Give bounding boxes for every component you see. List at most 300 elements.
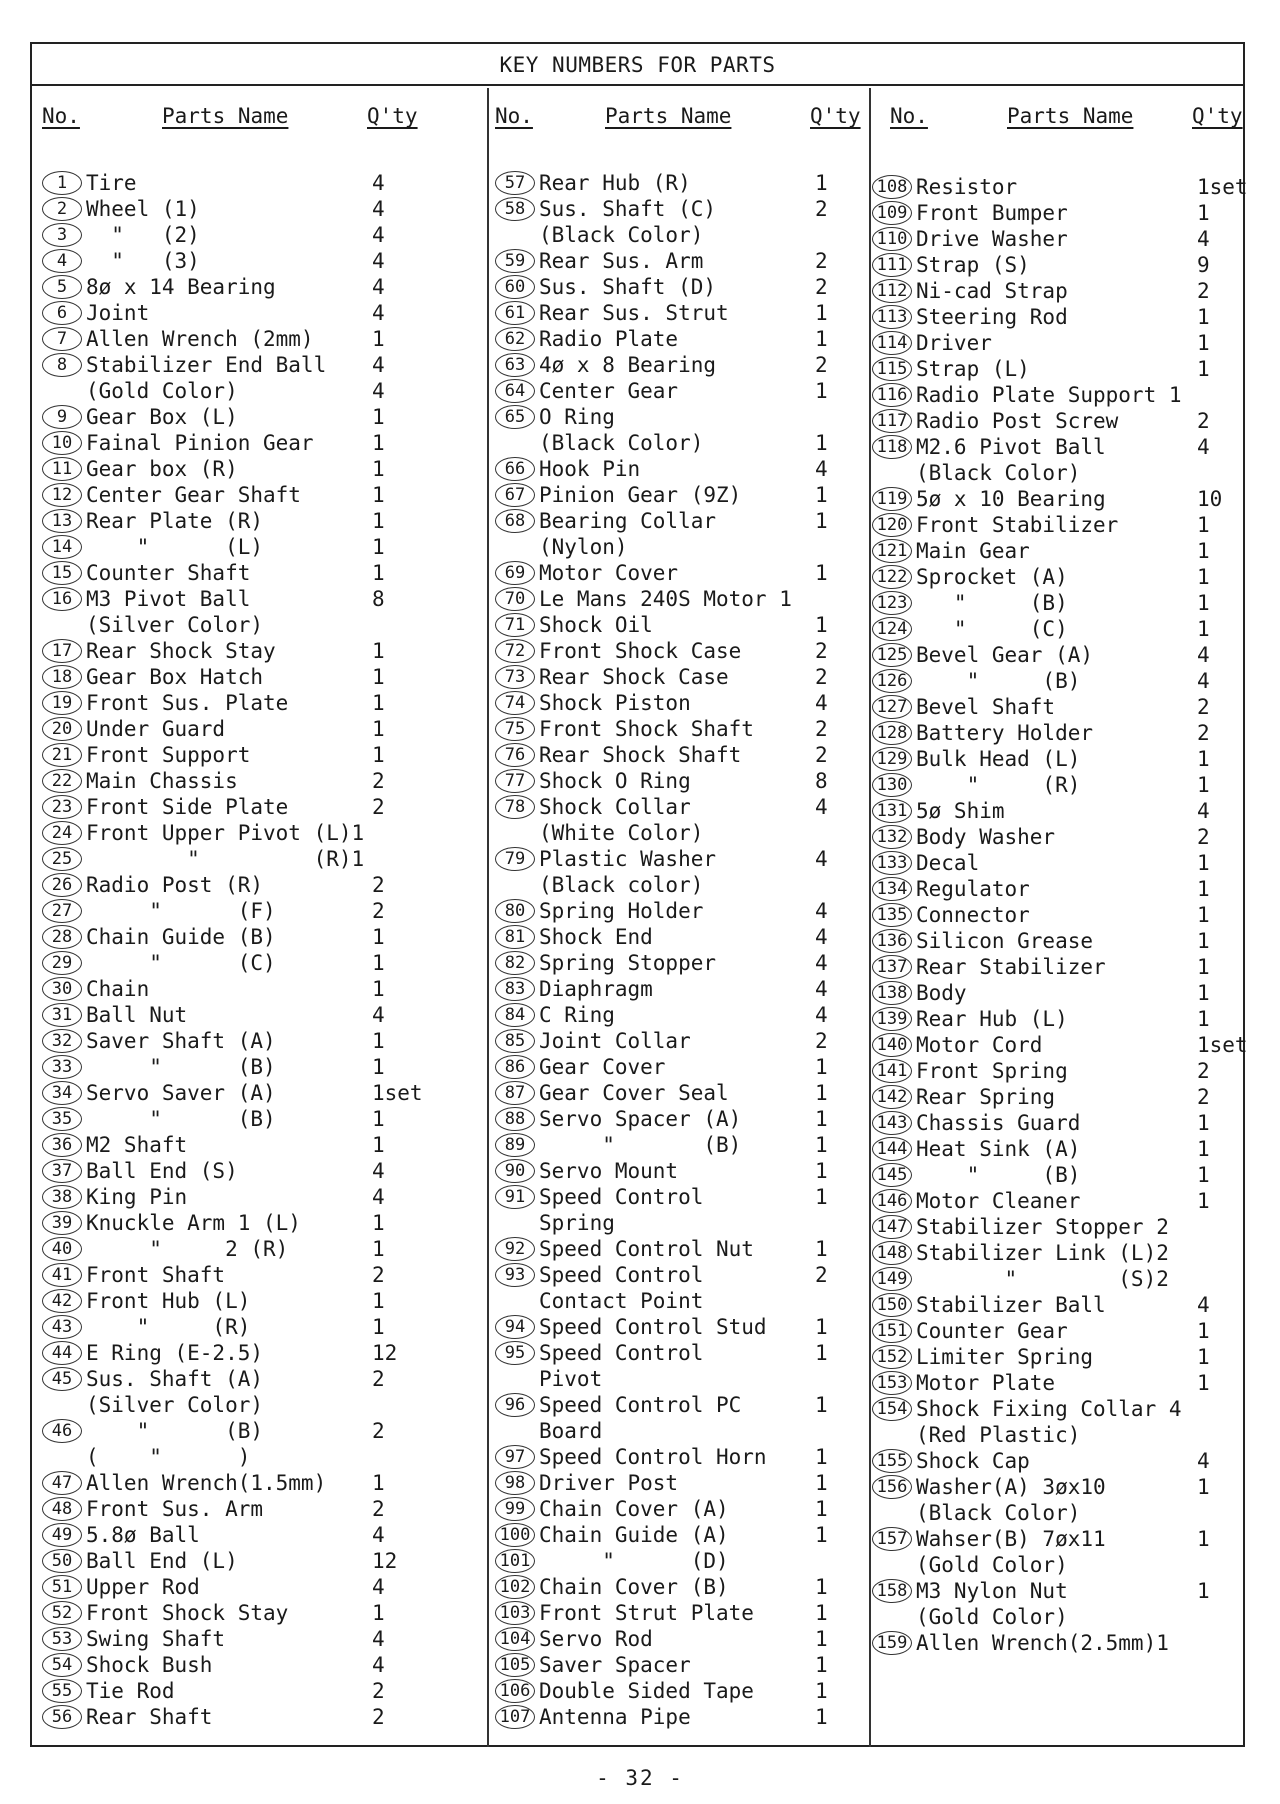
part-qty: 1: [372, 925, 385, 949]
part-qty: 1: [815, 1627, 828, 1651]
part-qty: 2: [372, 769, 385, 793]
part-row: [42, 586, 482, 612]
part-number: 92: [495, 1237, 535, 1261]
part-qty: 2: [815, 717, 828, 741]
part-row: [495, 1548, 870, 1574]
part-row: [42, 664, 482, 690]
part-row: [495, 430, 870, 456]
part-qty: 1: [815, 1081, 828, 1105]
part-qty: 4: [815, 847, 828, 871]
part-row: [495, 1600, 870, 1626]
part-qty: 1: [1197, 773, 1210, 797]
part-name: Rear Hub (L): [916, 1007, 1068, 1031]
part-name: Chain Guide (A): [539, 1523, 729, 1547]
part-number: 82: [495, 951, 535, 975]
part-qty: 1: [372, 1107, 385, 1131]
part-name: Center Gear Shaft: [86, 483, 301, 507]
part-row: [872, 512, 1244, 538]
part-number: 47: [42, 1471, 82, 1495]
part-row: [42, 248, 482, 274]
part-number: 4: [42, 249, 82, 273]
part-row: [42, 898, 482, 924]
part-number: 131: [872, 799, 912, 823]
part-name: " (2): [86, 223, 200, 247]
part-number: 25: [42, 847, 82, 871]
part-number: 117: [872, 409, 912, 433]
part-number: 24: [42, 821, 82, 845]
part-number: 157: [872, 1527, 912, 1551]
part-name: Stabilizer End Ball: [86, 353, 327, 377]
part-row: [872, 694, 1244, 720]
part-row: [872, 564, 1244, 590]
part-name: Battery Holder: [916, 721, 1094, 745]
part-number: 88: [495, 1107, 535, 1131]
part-name: Wahser(B) 7øx11: [916, 1527, 1106, 1551]
part-number: 53: [42, 1627, 82, 1651]
part-name: " 2 (R): [86, 1237, 289, 1261]
part-number: [495, 1211, 533, 1233]
part-name: Speed Control PC: [539, 1393, 742, 1417]
part-number: 62: [495, 327, 535, 351]
part-row: [495, 716, 870, 742]
part-row: [495, 170, 870, 196]
part-qty: 4: [1197, 643, 1210, 667]
part-row: [42, 1522, 482, 1548]
part-number: 90: [495, 1159, 535, 1183]
part-row: [495, 1184, 870, 1210]
part-row: [42, 872, 482, 898]
part-qty: 1: [1197, 929, 1210, 953]
part-number: [872, 1553, 910, 1575]
part-name: Resistor: [916, 175, 1018, 199]
part-row: [872, 928, 1244, 954]
part-row: [495, 976, 870, 1002]
part-qty: 1: [815, 1497, 828, 1521]
part-name: Shock Cap: [916, 1449, 1030, 1473]
part-number: [872, 461, 910, 483]
part-qty: 2: [815, 639, 828, 663]
part-name: Tire: [86, 171, 137, 195]
part-row: [42, 1002, 482, 1028]
part-name: Chassis Guard: [916, 1111, 1081, 1135]
part-qty: 1: [815, 1107, 828, 1131]
part-number: 2: [42, 197, 82, 221]
part-number: 104: [495, 1627, 535, 1651]
part-number: 3: [42, 223, 82, 247]
part-qty: 1: [815, 1393, 828, 1417]
part-qty: 4: [815, 899, 828, 923]
part-name: 5ø x 10 Bearing: [916, 487, 1106, 511]
part-qty: 2: [372, 1419, 385, 1443]
part-name: M2 Shaft: [86, 1133, 188, 1157]
part-number: 112: [872, 279, 912, 303]
part-number: 102: [495, 1575, 535, 1599]
part-number: 7: [42, 327, 82, 351]
part-qty: 4: [372, 249, 385, 273]
part-row: [495, 1132, 870, 1158]
part-qty: 4: [1197, 799, 1210, 823]
part-name: Speed Control Stud: [539, 1315, 767, 1339]
part-row: [42, 794, 482, 820]
part-qty: 1: [1197, 981, 1210, 1005]
part-qty: 2: [815, 1263, 828, 1287]
part-number: 110: [872, 227, 912, 251]
part-name: Radio Post Screw: [916, 409, 1119, 433]
part-qty: 2: [815, 665, 828, 689]
part-number: 143: [872, 1111, 912, 1135]
parts-column-3: [872, 88, 1248, 1743]
part-row: [495, 664, 870, 690]
part-name: Main Gear: [916, 539, 1030, 563]
table-title: KEY NUMBERS FOR PARTS: [32, 44, 1243, 86]
part-number: 158: [872, 1579, 912, 1603]
part-row: [495, 586, 870, 612]
part-qty: 4: [815, 795, 828, 819]
part-number: 29: [42, 951, 82, 975]
part-row: [872, 668, 1244, 694]
part-number: 14: [42, 535, 82, 559]
part-name: Shock Collar: [539, 795, 691, 819]
part-qty: 1: [372, 1133, 385, 1157]
part-number: 79: [495, 847, 535, 871]
part-row: [872, 616, 1244, 642]
part-number: 111: [872, 253, 912, 277]
part-number: 41: [42, 1263, 82, 1287]
part-qty: 1: [372, 1055, 385, 1079]
part-number: 156: [872, 1475, 912, 1499]
part-name: Bevel Gear (A): [916, 643, 1094, 667]
part-name: Spring: [539, 1211, 615, 1235]
part-number: 59: [495, 249, 535, 273]
part-number: 145: [872, 1163, 912, 1187]
part-number: 97: [495, 1445, 535, 1469]
part-number: 125: [872, 643, 912, 667]
part-qty: 1: [1197, 1189, 1210, 1213]
part-row: [495, 1236, 870, 1262]
part-name: Gear Cover Seal: [539, 1081, 729, 1105]
part-row: [495, 1574, 870, 1600]
part-number: 87: [495, 1081, 535, 1105]
part-name: Servo Rod: [539, 1627, 653, 1651]
part-row: [42, 1028, 482, 1054]
part-number: [42, 1393, 80, 1415]
part-qty: 1: [815, 1471, 828, 1495]
part-number: 10: [42, 431, 82, 455]
part-number: 140: [872, 1033, 912, 1057]
part-qty: 1: [372, 483, 385, 507]
part-name: (Red Plastic): [916, 1423, 1081, 1447]
part-qty: 12: [372, 1549, 398, 1573]
part-number: 95: [495, 1341, 535, 1365]
part-qty: 1: [1197, 1527, 1210, 1551]
part-name: " (B): [86, 1107, 276, 1131]
part-qty: 1: [372, 665, 385, 689]
part-name: Joint Collar: [539, 1029, 691, 1053]
part-name: Allen Wrench(2.5mm)1: [916, 1631, 1169, 1655]
part-name: Radio Post (R): [86, 873, 264, 897]
part-qty: 1: [372, 743, 385, 767]
part-name: Rear Shock Shaft: [539, 743, 742, 767]
part-name: Speed Control: [539, 1341, 704, 1365]
part-qty: 4: [372, 1653, 385, 1677]
header-no: No.: [495, 104, 533, 128]
part-name: (Black Color): [539, 431, 704, 455]
part-qty: 2: [1197, 1085, 1210, 1109]
part-name: Front Hub (L): [86, 1289, 251, 1313]
part-number: 67: [495, 483, 535, 507]
part-qty: 1: [1197, 565, 1210, 589]
part-row: [495, 1418, 870, 1444]
part-row: [42, 326, 482, 352]
part-row: [495, 1704, 870, 1730]
part-name: Bulk Head (L): [916, 747, 1081, 771]
part-row: [42, 196, 482, 222]
part-row: [872, 1630, 1244, 1656]
part-number: 33: [42, 1055, 82, 1079]
part-name: " (C): [86, 951, 276, 975]
part-row: [872, 1344, 1244, 1370]
part-row: [495, 1288, 870, 1314]
part-row: [872, 278, 1244, 304]
part-row: [495, 1314, 870, 1340]
part-name: (Black Color): [916, 461, 1081, 485]
part-number: 141: [872, 1059, 912, 1083]
part-qty: 4: [372, 275, 385, 299]
part-name: Connector: [916, 903, 1030, 927]
part-number: 86: [495, 1055, 535, 1079]
header-qty: Q'ty: [367, 104, 418, 128]
column-header: [872, 104, 1244, 134]
part-qty: 1: [815, 379, 828, 403]
part-qty: 2: [815, 743, 828, 767]
part-number: 136: [872, 929, 912, 953]
part-name: 5.8ø Ball: [86, 1523, 200, 1547]
column-divider: [487, 88, 489, 1747]
part-number: 6: [42, 301, 82, 325]
part-qty: 1: [1197, 1371, 1210, 1395]
part-name: Front Support: [86, 743, 251, 767]
part-row: [495, 872, 870, 898]
part-qty: 4: [815, 977, 828, 1001]
part-row: [872, 850, 1244, 876]
part-number: 76: [495, 743, 535, 767]
part-number: 108: [872, 175, 912, 199]
part-name: Pivot: [539, 1367, 603, 1391]
part-name: Stabilizer Link (L)2: [916, 1241, 1169, 1265]
part-qty: 1: [1197, 331, 1210, 355]
part-name: Front Shock Case: [539, 639, 742, 663]
part-row: [872, 590, 1244, 616]
part-name: Upper Rod: [86, 1575, 200, 1599]
part-name: Rear Plate (R): [86, 509, 264, 533]
part-qty: 1: [1197, 1111, 1210, 1135]
part-row: [495, 352, 870, 378]
part-qty: 1: [372, 1471, 385, 1495]
part-qty: 4: [1197, 1449, 1210, 1473]
part-qty: 8: [372, 587, 385, 611]
part-number: 148: [872, 1241, 912, 1265]
part-number: 153: [872, 1371, 912, 1395]
part-row: [42, 1418, 482, 1444]
part-number: 32: [42, 1029, 82, 1053]
part-name: Bevel Shaft: [916, 695, 1056, 719]
part-name: Driver Post: [539, 1471, 679, 1495]
part-qty: 1: [372, 951, 385, 975]
part-qty: 2: [1197, 825, 1210, 849]
part-number: 34: [42, 1081, 82, 1105]
part-number: 84: [495, 1003, 535, 1027]
part-row: [872, 1422, 1244, 1448]
part-number: 149: [872, 1267, 912, 1291]
part-name: Rear Sus. Strut: [539, 301, 729, 325]
part-row: [42, 430, 482, 456]
part-name: Rear Stabilizer: [916, 955, 1106, 979]
part-row: [42, 352, 482, 378]
part-number: 150: [872, 1293, 912, 1317]
part-row: [495, 1522, 870, 1548]
part-row: [42, 1158, 482, 1184]
part-qty: 1: [815, 509, 828, 533]
part-name: Ni-cad Strap: [916, 279, 1068, 303]
part-qty: 1: [1197, 747, 1210, 771]
part-name: Sus. Shaft (C): [539, 197, 717, 221]
part-qty: 1: [815, 483, 828, 507]
part-name: Front Shock Shaft: [539, 717, 754, 741]
part-name: Chain Cover (A): [539, 1497, 729, 1521]
part-row: [872, 1292, 1244, 1318]
part-qty: 4: [372, 1185, 385, 1209]
part-number: 154: [872, 1397, 912, 1421]
part-row: [495, 638, 870, 664]
part-number: 20: [42, 717, 82, 741]
part-number: 83: [495, 977, 535, 1001]
part-name: (Black color): [539, 873, 704, 897]
part-qty: 4: [1197, 669, 1210, 693]
part-name: Stabilizer Ball: [916, 1293, 1106, 1317]
part-name: Saver Spacer: [539, 1653, 691, 1677]
part-row: [42, 1392, 482, 1418]
part-row: [495, 1106, 870, 1132]
part-name: Sus. Shaft (D): [539, 275, 717, 299]
part-name: Ball End (S): [86, 1159, 238, 1183]
part-row: [872, 1110, 1244, 1136]
part-number: 128: [872, 721, 912, 745]
part-qty: 2: [372, 899, 385, 923]
part-name: Silicon Grease: [916, 929, 1094, 953]
part-name: Front Sus. Arm: [86, 1497, 264, 1521]
part-row: [872, 486, 1244, 512]
part-name: Antenna Pipe: [539, 1705, 691, 1729]
part-number: 51: [42, 1575, 82, 1599]
part-row: [872, 1396, 1244, 1422]
part-row: [42, 1340, 482, 1366]
part-name: Rear Hub (R): [539, 171, 691, 195]
part-number: 49: [42, 1523, 82, 1547]
part-row: [872, 980, 1244, 1006]
part-qty: 1: [815, 1653, 828, 1677]
part-row: [872, 1058, 1244, 1084]
part-number: 74: [495, 691, 535, 715]
part-qty: 1: [372, 1289, 385, 1313]
part-qty: 2: [372, 1705, 385, 1729]
parts-list: [42, 170, 482, 1730]
part-qty: 1set: [372, 1081, 423, 1105]
parts-table-frame: [30, 42, 1248, 1747]
part-name: " (B): [86, 1419, 264, 1443]
part-qty: 1: [815, 301, 828, 325]
part-row: [872, 226, 1244, 252]
part-row: [495, 1210, 870, 1236]
part-row: [495, 1002, 870, 1028]
part-row: [42, 1132, 482, 1158]
part-number: 19: [42, 691, 82, 715]
part-qty: 1: [1197, 539, 1210, 563]
part-qty: 1: [1197, 1163, 1210, 1187]
part-qty: 1: [1197, 305, 1210, 329]
part-name: Swing Shaft: [86, 1627, 226, 1651]
part-row: [42, 1548, 482, 1574]
part-number: 147: [872, 1215, 912, 1239]
part-name: (White Color): [539, 821, 704, 845]
part-row: [872, 1318, 1244, 1344]
part-qty: 1: [815, 171, 828, 195]
part-number: [495, 1419, 533, 1441]
part-qty: 4: [372, 1627, 385, 1651]
part-name: Motor Cover: [539, 561, 679, 585]
part-row: [495, 742, 870, 768]
part-row: [495, 196, 870, 222]
part-qty: 2: [372, 1263, 385, 1287]
part-row: [42, 820, 482, 846]
part-row: [872, 772, 1244, 798]
part-row: [495, 846, 870, 872]
part-number: 30: [42, 977, 82, 1001]
part-row: [495, 1262, 870, 1288]
part-number: 28: [42, 925, 82, 949]
part-name: " (C): [916, 617, 1068, 641]
part-qty: 1: [815, 1055, 828, 1079]
part-row: [872, 538, 1244, 564]
part-row: [495, 1626, 870, 1652]
part-number: 109: [872, 201, 912, 225]
part-number: 132: [872, 825, 912, 849]
part-name: Rear Shock Stay: [86, 639, 276, 663]
part-row: [872, 1162, 1244, 1188]
part-qty: 8: [815, 769, 828, 793]
part-row: [872, 382, 1244, 408]
part-qty: 1: [372, 1211, 385, 1235]
part-qty: 1: [372, 1029, 385, 1053]
part-number: 124: [872, 617, 912, 641]
part-number: 37: [42, 1159, 82, 1183]
part-number: 17: [42, 639, 82, 663]
part-number: 105: [495, 1653, 535, 1677]
part-qty: 1: [815, 1237, 828, 1261]
part-qty: 2: [815, 197, 828, 221]
part-row: [872, 902, 1244, 928]
part-row: [495, 1470, 870, 1496]
part-number: 13: [42, 509, 82, 533]
part-name: (Silver Color): [86, 613, 264, 637]
part-row: [495, 378, 870, 404]
part-qty: 4: [372, 197, 385, 221]
part-number: 57: [495, 171, 535, 195]
column-header: [42, 104, 482, 134]
part-name: Front Side Plate: [86, 795, 289, 819]
part-row: [495, 794, 870, 820]
parts-list: [872, 174, 1248, 1656]
part-qty: 1: [1197, 1579, 1210, 1603]
